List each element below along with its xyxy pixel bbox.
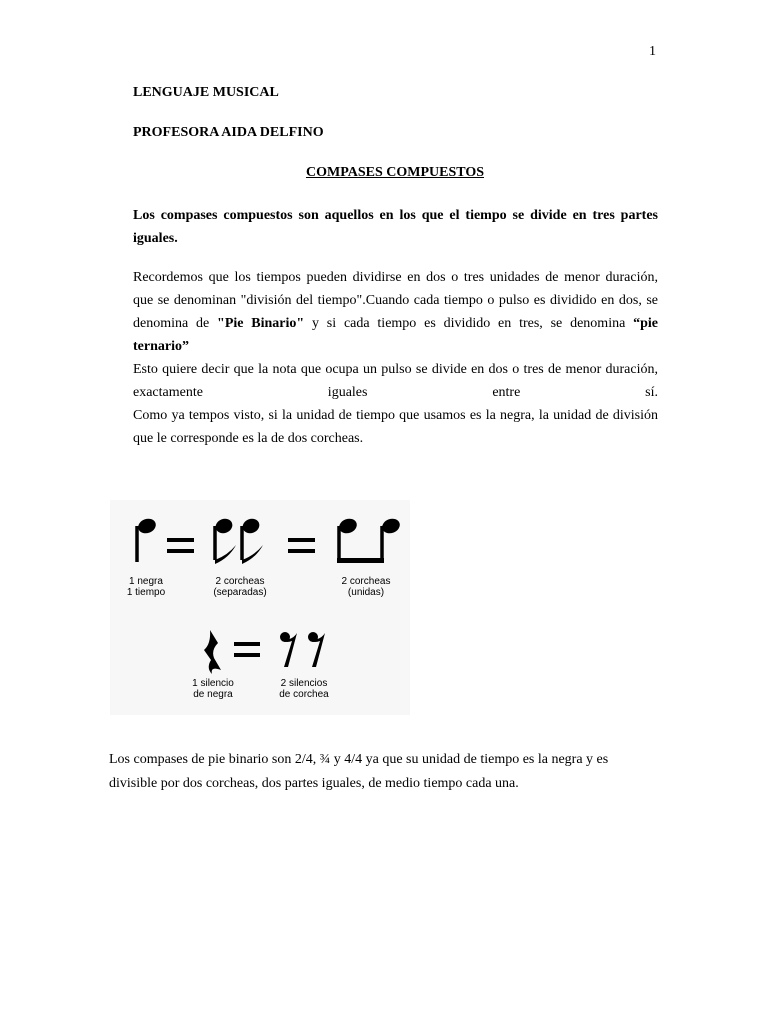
intro-line-2: iguales. [133, 231, 178, 246]
paragraph-recordemos [133, 266, 658, 358]
como-line-1: Como ya tempos visto, si la unidad de tiempo que usamos es la negra, la unidad de división [133, 408, 658, 423]
caption-silencio-corchea-1: 2 silencios [280, 678, 328, 689]
como-line-2: que le corresponde es la de dos corcheas. [133, 431, 364, 446]
caption-negra-2: 1 tiempo [126, 587, 166, 598]
pie-binario-term: "Pie Binario" [217, 316, 305, 331]
paragraph-esto [133, 358, 658, 404]
eighth-note-icon [214, 517, 236, 564]
caption-corcheas-separadas-1: 2 corcheas [215, 576, 265, 587]
quarter-rest-icon [204, 630, 221, 674]
note-values-diagram [110, 500, 410, 715]
recordemos-line-3 [133, 312, 658, 335]
recordemos-line-2: que se denominan "división del tiempo".Cuando cada tiempo o pulso es dividido en dos, se [133, 293, 658, 308]
eighth-rest-icon [308, 632, 325, 667]
recordemos-line-3-pre: denomina de [133, 316, 218, 331]
eighth-rest-icon [280, 632, 297, 667]
caption-corcheas-separadas-2: (separadas) [213, 587, 267, 598]
esto-line-1: Esto quiere decir que la nota que ocupa un pulso se divide en dos o tres de menor duración, [133, 362, 658, 377]
esto-line-2: exactamente iguales entre sí. [133, 385, 658, 400]
recordemos-line-1: Recordemos que los tiempos pueden dividirse en dos o tres unidades de menor duración, [133, 270, 658, 285]
equals-sign-icon [288, 538, 315, 553]
intro-line-1: Los compases compuestos son aquellos en los que el tiempo se divide en tres partes [133, 208, 658, 223]
caption-negra-1: 1 negra [129, 576, 163, 587]
final-line-1: Los compases de pie binario son 2/4, ¾ y 4/4 ya que su unidad de tiempo es la negra y es [109, 752, 609, 767]
caption-silencio-negra-1: 1 silencio [192, 678, 234, 689]
beamed-eighth-notes-icon [337, 516, 402, 563]
equals-sign-icon [234, 642, 260, 657]
paragraph-pie-binario [109, 748, 649, 796]
ternario-term: ternario” [133, 339, 189, 354]
eighth-note-icon [241, 517, 263, 564]
caption-corcheas-unidas-2: (unidas) [347, 587, 385, 598]
caption-silencio-negra-2: de negra [193, 689, 233, 700]
note-values-figure [110, 500, 410, 715]
pie-term-start: “pie [633, 316, 658, 331]
final-line-2: divisible por dos corcheas, dos partes iguales, de medio tiempo cada una. [109, 776, 519, 791]
teacher-name: PROFESORA AIDA DELFINO [133, 125, 324, 140]
intro-paragraph [133, 204, 658, 250]
caption-corcheas-unidas-1: 2 corcheas [341, 576, 391, 587]
quarter-note-icon [136, 516, 158, 562]
page-number: 1 [649, 44, 656, 59]
caption-silencio-corchea-2: de corchea [279, 689, 329, 700]
paragraph-como [133, 404, 658, 450]
course-title: LENGUAJE MUSICAL [133, 85, 279, 100]
equals-sign-icon [167, 538, 194, 553]
recordemos-line-4 [133, 335, 658, 358]
document-title: COMPASES COMPUESTOS [305, 165, 484, 180]
recordemos-line-3-mid: y si cada tiempo es dividido en tres, se denomina [304, 316, 634, 331]
